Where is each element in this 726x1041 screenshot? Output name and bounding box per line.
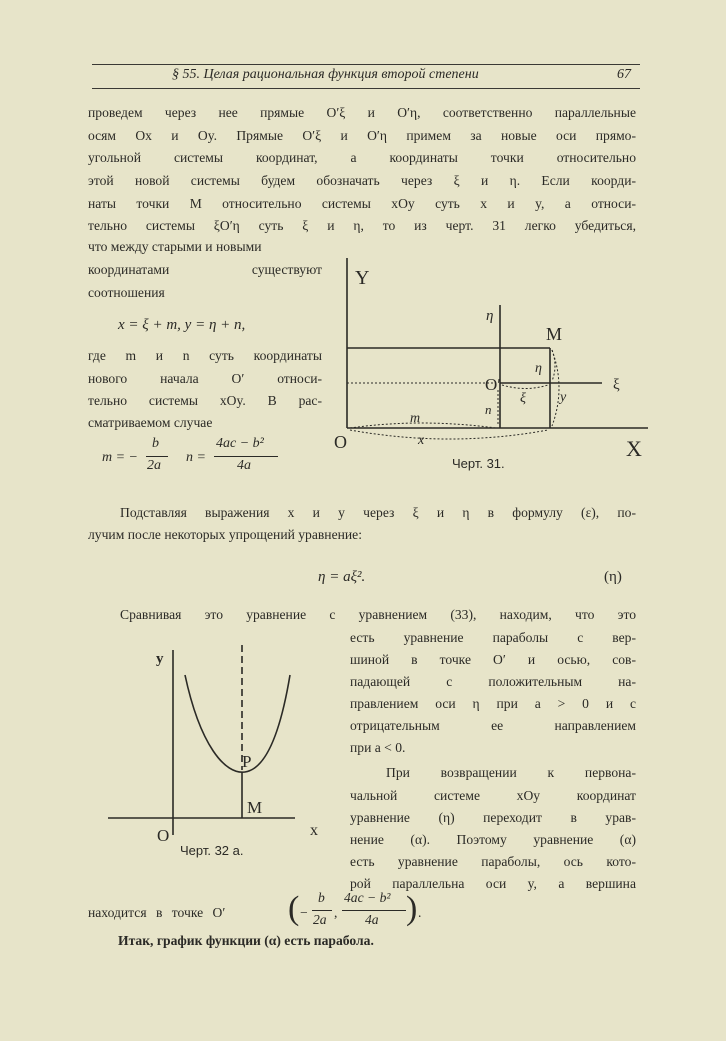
label-O: O [157, 826, 170, 845]
text-line: падающей с положительным на- [350, 674, 636, 689]
text-line: Сравнивая это уравнение с уравнением (33), находим, что это [120, 607, 636, 622]
vertex-den2: 4a [365, 912, 379, 927]
figure-31 [320, 250, 660, 460]
label-P: P [242, 752, 252, 771]
equation-eta: η = aξ². [318, 569, 366, 585]
text-line: соотношения [88, 285, 165, 300]
text-line: нение (α). Поэтому уравнение (α) [350, 832, 636, 847]
text-line: что между старыми и новыми [88, 239, 262, 254]
equation-tag: (η) [604, 569, 622, 585]
text-line: шиной в точке O′ и осью, сов- [350, 652, 636, 667]
comma: , [334, 905, 338, 920]
text-line: угольной системы координат, а координаты точки относительно [88, 150, 636, 165]
m-lhs: m = − [102, 450, 139, 465]
text-line: рой параллельна оси y, а вершина [350, 876, 636, 891]
text-line: правлением оси η при a > 0 и с [350, 696, 636, 711]
fraction-bar [214, 456, 278, 457]
text-line: тельно системы ξO′η суть ξ и η, то из черт. 31 легко убедиться, [88, 218, 636, 233]
label-xi-axis: ξ [613, 377, 620, 393]
text-line: уравнение (η) переходит в урав- [350, 810, 636, 825]
vertex-text: находится в точке O′ [88, 905, 226, 920]
figure-32a [100, 635, 330, 850]
page-number: 67 [617, 67, 631, 82]
formula-coordinates: x = ξ + m, y = η + n, [118, 317, 246, 333]
label-x: x [418, 433, 425, 448]
label-eta: η [535, 361, 542, 376]
n-numerator: 4ac − b² [216, 436, 264, 451]
paren-open: ( [288, 890, 300, 927]
text-line: тельно системы xOy. В рас- [88, 393, 322, 408]
text-line: есть уравнение параболы с вер- [350, 630, 636, 645]
m-denominator: 2a [147, 458, 161, 473]
label-X: X [626, 436, 642, 460]
label-O-prime: O′ [485, 375, 501, 394]
text-line: нового начала O′ относи- [88, 371, 322, 386]
conclusion: Итак, график функции (α) есть парабола. [118, 933, 374, 948]
vertex-b: b [318, 890, 325, 905]
label-M: M [546, 324, 563, 344]
text-line: где m и n суть координаты [88, 348, 322, 363]
header-rule-bottom [92, 88, 640, 89]
label-y: y [560, 390, 567, 405]
text-line: есть уравнение параболы, ось кото- [350, 854, 636, 869]
label-x: x [310, 822, 318, 839]
label-n: n [485, 402, 492, 417]
label-Y: Y [355, 267, 370, 289]
header-rule-top [92, 64, 640, 65]
text-line: при a < 0. [350, 740, 406, 755]
running-header: § 55. Целая рациональная функция второй степени [172, 67, 479, 82]
text-line: наты точки M относительно системы xOy суть x и y, а относи- [88, 196, 636, 211]
vertex-den1: 2a [313, 912, 327, 927]
label-M: M [247, 798, 263, 817]
text-line: проведем через нее прямые O′ξ и O′η, соответственно параллельные [88, 105, 636, 120]
period: . [418, 905, 422, 920]
text-line: координатами существуют [88, 262, 322, 277]
text-line: чальной системе xOy координат [350, 788, 636, 803]
label-O: O [334, 432, 347, 452]
label-eta-axis: η [486, 308, 494, 324]
label-xi: ξ [520, 391, 526, 406]
minus-sign: − [300, 905, 308, 920]
text-line: осям Ox и Oy. Прямые O′ξ и O′η примем за новые оси прямо- [88, 128, 636, 143]
m-numerator: b [152, 436, 159, 451]
n-lhs: n = [186, 450, 206, 465]
figure-31-caption: Черт. 31. [452, 456, 505, 471]
fraction-bar [146, 456, 168, 457]
label-y: y [156, 651, 164, 667]
text-line: этой новой системы будем обозначать через ξ и η. Если коорди- [88, 173, 636, 188]
fraction-bar [342, 910, 406, 911]
n-denominator: 4a [237, 458, 251, 473]
label-m: m [410, 411, 421, 426]
vertex-num2: 4ac − b² [344, 890, 391, 905]
figure-32a-caption: Черт. 32 а. [180, 843, 244, 858]
text-line: Подставляя выражения x и y через ξ и η в формулу (ε), по- [120, 505, 636, 520]
fraction-bar [312, 910, 332, 911]
text-line: При возвращении к первона- [386, 765, 636, 780]
paren-close: ) [406, 890, 418, 927]
text-line: лучим после некоторых упрощений уравнение: [88, 527, 362, 542]
text-line: сматриваемом случае [88, 415, 213, 430]
text-line: отрицательным ее направлением [350, 718, 636, 733]
